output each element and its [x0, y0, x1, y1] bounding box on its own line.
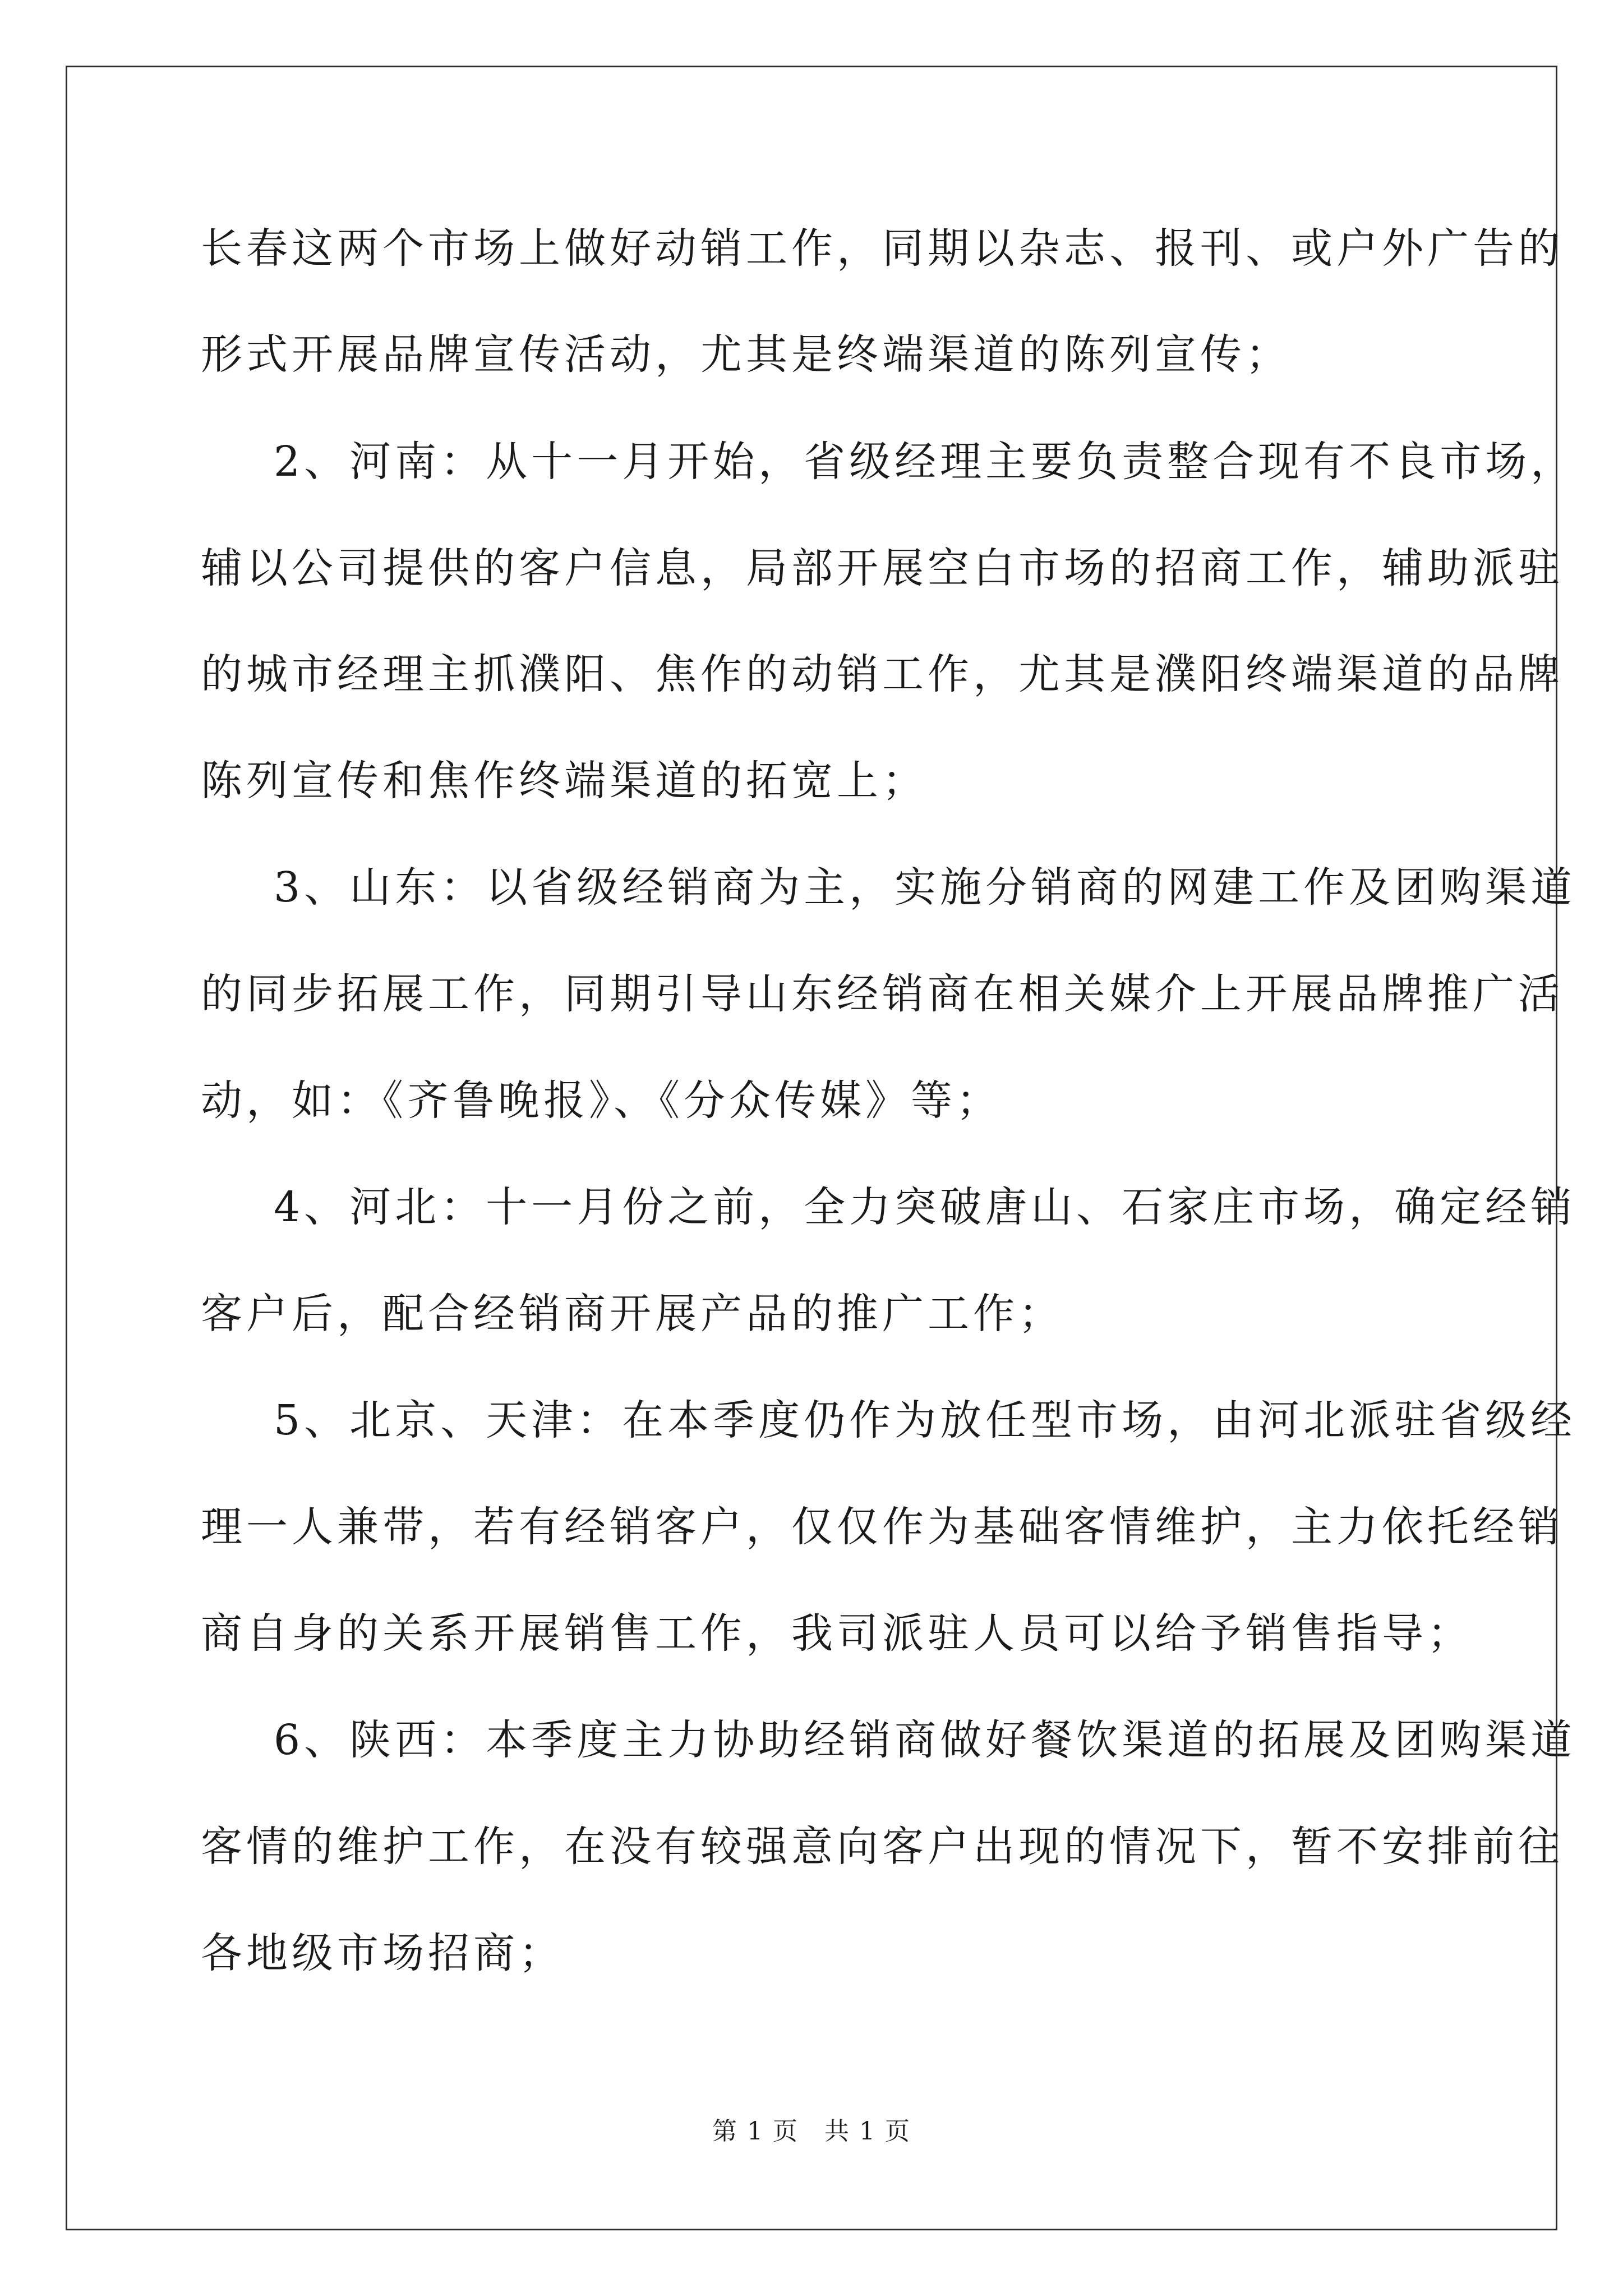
page-border	[66, 66, 1557, 2230]
paragraph-line: 3、山东：以省级经销商为主，实施分销商的网建工作及团购渠道	[274, 863, 1576, 912]
paragraph-line: 形式开展品牌宣传活动，尤其是终端渠道的陈列宣传；	[201, 330, 1291, 379]
paragraph-line: 客情的维护工作，在没有较强意向客户出现的情况下，暂不安排前往	[201, 1823, 1564, 1871]
paragraph-line: 商自身的关系开展销售工作，我司派驻人员可以给予销售指导；	[201, 1609, 1473, 1658]
paragraph-line: 客户后，配合经销商开展产品的推广工作；	[201, 1290, 1064, 1338]
paragraph-line: 各地级市场招商；	[201, 1929, 564, 1977]
paragraph-line: 5、北京、天津：在本季度仍作为放任型市场，由河北派驻省级经	[274, 1396, 1576, 1444]
paragraph-line: 辅以公司提供的客户信息，局部开展空白市场的招商工作，辅助派驻	[201, 544, 1564, 592]
page-number-footer: 第 1 页 共 1 页	[712, 2117, 911, 2146]
paragraph-line: 2、河南：从十一月开始，省级经理主要负责整合现有不良市场，	[274, 438, 1576, 486]
paragraph-line: 长春这两个市场上做好动销工作，同期以杂志、报刊、或户外广告的	[201, 224, 1564, 273]
paragraph-line: 动，如：《齐鲁晚报》、《分众传媒》等；	[201, 1076, 1002, 1125]
paragraph-line: 6、陕西：本季度主力协助经销商做好餐饮渠道的拓展及团购渠道	[274, 1716, 1576, 1764]
paragraph-line: 4、河北：十一月份之前，全力突破唐山、石家庄市场，确定经销	[274, 1183, 1576, 1231]
paragraph-line: 陈列宣传和焦作终端渠道的拓宽上；	[201, 757, 928, 805]
paragraph-line: 理一人兼带，若有经销客户，仅仅作为基础客情维护，主力依托经销	[201, 1503, 1564, 1551]
paragraph-line: 的同步拓展工作，同期引导山东经销商在相关媒介上开展品牌推广活	[201, 970, 1564, 1018]
paragraph-line: 的城市经理主抓濮阳、焦作的动销工作，尤其是濮阳终端渠道的品牌	[201, 650, 1564, 698]
